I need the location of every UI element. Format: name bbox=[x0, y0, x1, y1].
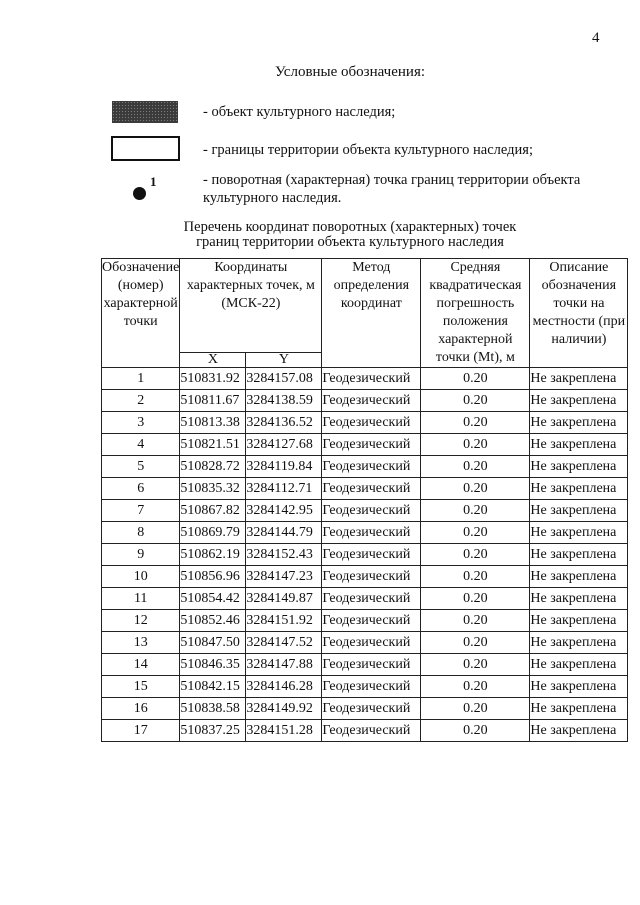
cell-description: Не закреплена bbox=[530, 544, 628, 566]
cell-point-number: 4 bbox=[102, 434, 180, 456]
table-row bbox=[102, 544, 628, 566]
cell-y: 3284147.88 bbox=[246, 654, 322, 676]
cell-point-number: 12 bbox=[102, 610, 180, 632]
cell-method: Геодезический bbox=[322, 632, 421, 654]
table-row bbox=[102, 588, 628, 610]
table-row bbox=[102, 632, 628, 654]
cell-error: 0.20 bbox=[421, 610, 530, 632]
table-row bbox=[102, 698, 628, 720]
cell-error: 0.20 bbox=[421, 522, 530, 544]
cell-method: Геодезический bbox=[322, 500, 421, 522]
cell-method: Геодезический bbox=[322, 588, 421, 610]
header-x: X bbox=[180, 353, 246, 368]
cell-point-number: 1 bbox=[102, 368, 180, 390]
table-row bbox=[102, 368, 628, 390]
cell-description: Не закреплена bbox=[530, 654, 628, 676]
cell-x: 510862.19 bbox=[180, 544, 246, 566]
cell-error: 0.20 bbox=[421, 676, 530, 698]
cell-y: 3284127.68 bbox=[246, 434, 322, 456]
cell-description: Не закреплена bbox=[530, 632, 628, 654]
header-description: Описание обозначения точки на местности (при наличии) bbox=[530, 259, 628, 368]
cell-method: Геодезический bbox=[322, 654, 421, 676]
cell-error: 0.20 bbox=[421, 412, 530, 434]
cell-description: Не закреплена bbox=[530, 588, 628, 610]
cell-point-number: 17 bbox=[102, 720, 180, 742]
cell-description: Не закреплена bbox=[530, 610, 628, 632]
header-point-number: Обозначение (номер) характерной точки bbox=[102, 259, 180, 368]
cell-method: Геодезический bbox=[322, 456, 421, 478]
cell-y: 3284152.43 bbox=[246, 544, 322, 566]
cell-x: 510837.25 bbox=[180, 720, 246, 742]
cell-y: 3284157.08 bbox=[246, 368, 322, 390]
cell-x: 510813.38 bbox=[180, 412, 246, 434]
cell-method: Геодезический bbox=[322, 610, 421, 632]
cell-description: Не закреплена bbox=[530, 390, 628, 412]
cell-method: Геодезический bbox=[322, 544, 421, 566]
cell-point-number: 9 bbox=[102, 544, 180, 566]
cell-method: Геодезический bbox=[322, 478, 421, 500]
cell-point-number: 15 bbox=[102, 676, 180, 698]
cell-x: 510838.58 bbox=[180, 698, 246, 720]
table-row bbox=[102, 654, 628, 676]
cell-error: 0.20 bbox=[421, 390, 530, 412]
cell-point-number: 8 bbox=[102, 522, 180, 544]
cell-x: 510811.67 bbox=[180, 390, 246, 412]
cell-description: Не закреплена bbox=[530, 368, 628, 390]
table-row bbox=[102, 390, 628, 412]
cell-description: Не закреплена bbox=[530, 566, 628, 588]
cell-point-number: 16 bbox=[102, 698, 180, 720]
table-row bbox=[102, 412, 628, 434]
heritage-object-swatch bbox=[112, 101, 178, 123]
cell-x: 510869.79 bbox=[180, 522, 246, 544]
cell-description: Не закреплена bbox=[530, 676, 628, 698]
cell-y: 3284149.87 bbox=[246, 588, 322, 610]
cell-description: Не закреплена bbox=[530, 698, 628, 720]
cell-method: Геодезический bbox=[322, 368, 421, 390]
table-row bbox=[102, 720, 628, 742]
cell-x: 510835.32 bbox=[180, 478, 246, 500]
cell-method: Геодезический bbox=[322, 390, 421, 412]
cell-point-number: 13 bbox=[102, 632, 180, 654]
table-title-line-1: Перечень координат поворотных (характерных) точек bbox=[183, 219, 517, 235]
cell-x: 510847.50 bbox=[180, 632, 246, 654]
territory-border-swatch bbox=[111, 136, 180, 161]
cell-y: 3284149.92 bbox=[246, 698, 322, 720]
cell-description: Не закреплена bbox=[530, 522, 628, 544]
cell-error: 0.20 bbox=[421, 632, 530, 654]
cell-x: 510842.15 bbox=[180, 676, 246, 698]
table-row bbox=[102, 566, 628, 588]
table-row bbox=[102, 434, 628, 456]
cell-error: 0.20 bbox=[421, 500, 530, 522]
point-marker-icon bbox=[133, 187, 146, 200]
cell-point-number: 11 bbox=[102, 588, 180, 610]
cell-x: 510867.82 bbox=[180, 500, 246, 522]
cell-point-number: 14 bbox=[102, 654, 180, 676]
cell-method: Геодезический bbox=[322, 720, 421, 742]
cell-point-number: 7 bbox=[102, 500, 180, 522]
cell-x: 510828.72 bbox=[180, 456, 246, 478]
legend-text-turning-point: - поворотная (характерная) точка границ территории объекта культурного наследия. bbox=[203, 172, 581, 206]
cell-point-number: 10 bbox=[102, 566, 180, 588]
coordinates-table bbox=[101, 258, 628, 742]
cell-error: 0.20 bbox=[421, 478, 530, 500]
cell-method: Геодезический bbox=[322, 434, 421, 456]
table-row bbox=[102, 456, 628, 478]
cell-y: 3284151.92 bbox=[246, 610, 322, 632]
header-y: Y bbox=[246, 353, 322, 368]
cell-error: 0.20 bbox=[421, 720, 530, 742]
cell-y: 3284136.52 bbox=[246, 412, 322, 434]
table-row bbox=[102, 676, 628, 698]
table-title bbox=[0, 220, 640, 250]
legend-text-territory-border: - границы территории объекта культурного наследия; bbox=[203, 142, 533, 158]
cell-point-number: 6 bbox=[102, 478, 180, 500]
cell-y: 3284147.23 bbox=[246, 566, 322, 588]
cell-error: 0.20 bbox=[421, 588, 530, 610]
cell-method: Геодезический bbox=[322, 412, 421, 434]
table-title-line-2: границ территории объекта культурного наследия bbox=[196, 234, 504, 250]
cell-description: Не закреплена bbox=[530, 434, 628, 456]
cell-point-number: 2 bbox=[102, 390, 180, 412]
cell-x: 510846.35 bbox=[180, 654, 246, 676]
cell-y: 3284147.52 bbox=[246, 632, 322, 654]
cell-y: 3284112.71 bbox=[246, 478, 322, 500]
cell-description: Не закреплена bbox=[530, 456, 628, 478]
table-row bbox=[102, 610, 628, 632]
cell-error: 0.20 bbox=[421, 566, 530, 588]
table-row bbox=[102, 500, 628, 522]
cell-x: 510854.42 bbox=[180, 588, 246, 610]
cell-error: 0.20 bbox=[421, 456, 530, 478]
header-method: Метод определения координат bbox=[322, 259, 421, 368]
cell-description: Не закреплена bbox=[530, 478, 628, 500]
cell-error: 0.20 bbox=[421, 368, 530, 390]
cell-y: 3284138.59 bbox=[246, 390, 322, 412]
cell-method: Геодезический bbox=[322, 698, 421, 720]
cell-description: Не закреплена bbox=[530, 500, 628, 522]
cell-y: 3284142.95 bbox=[246, 500, 322, 522]
cell-method: Геодезический bbox=[322, 566, 421, 588]
cell-description: Не закреплена bbox=[530, 412, 628, 434]
cell-point-number: 3 bbox=[102, 412, 180, 434]
cell-method: Геодезический bbox=[322, 522, 421, 544]
cell-y: 3284119.84 bbox=[246, 456, 322, 478]
table-row bbox=[102, 478, 628, 500]
cell-error: 0.20 bbox=[421, 698, 530, 720]
legend-title: Условные обозначения: bbox=[274, 64, 426, 80]
cell-error: 0.20 bbox=[421, 434, 530, 456]
cell-point-number: 5 bbox=[102, 456, 180, 478]
point-marker-label: 1 bbox=[150, 174, 157, 189]
cell-y: 3284146.28 bbox=[246, 676, 322, 698]
table-row bbox=[102, 522, 628, 544]
cell-y: 3284151.28 bbox=[246, 720, 322, 742]
header-error: Средняя квадратическая погрешность положения характерной точки (Mt), м bbox=[421, 259, 530, 368]
cell-x: 510831.92 bbox=[180, 368, 246, 390]
header-coordinates: Координаты характерных точек, м (МСК-22) bbox=[180, 259, 322, 353]
cell-description: Не закреплена bbox=[530, 720, 628, 742]
cell-x: 510852.46 bbox=[180, 610, 246, 632]
legend-text-heritage-object: - объект культурного наследия; bbox=[203, 104, 396, 120]
cell-x: 510821.51 bbox=[180, 434, 246, 456]
cell-y: 3284144.79 bbox=[246, 522, 322, 544]
page-number: 4 bbox=[592, 30, 600, 46]
cell-method: Геодезический bbox=[322, 676, 421, 698]
cell-error: 0.20 bbox=[421, 654, 530, 676]
cell-error: 0.20 bbox=[421, 544, 530, 566]
cell-x: 510856.96 bbox=[180, 566, 246, 588]
